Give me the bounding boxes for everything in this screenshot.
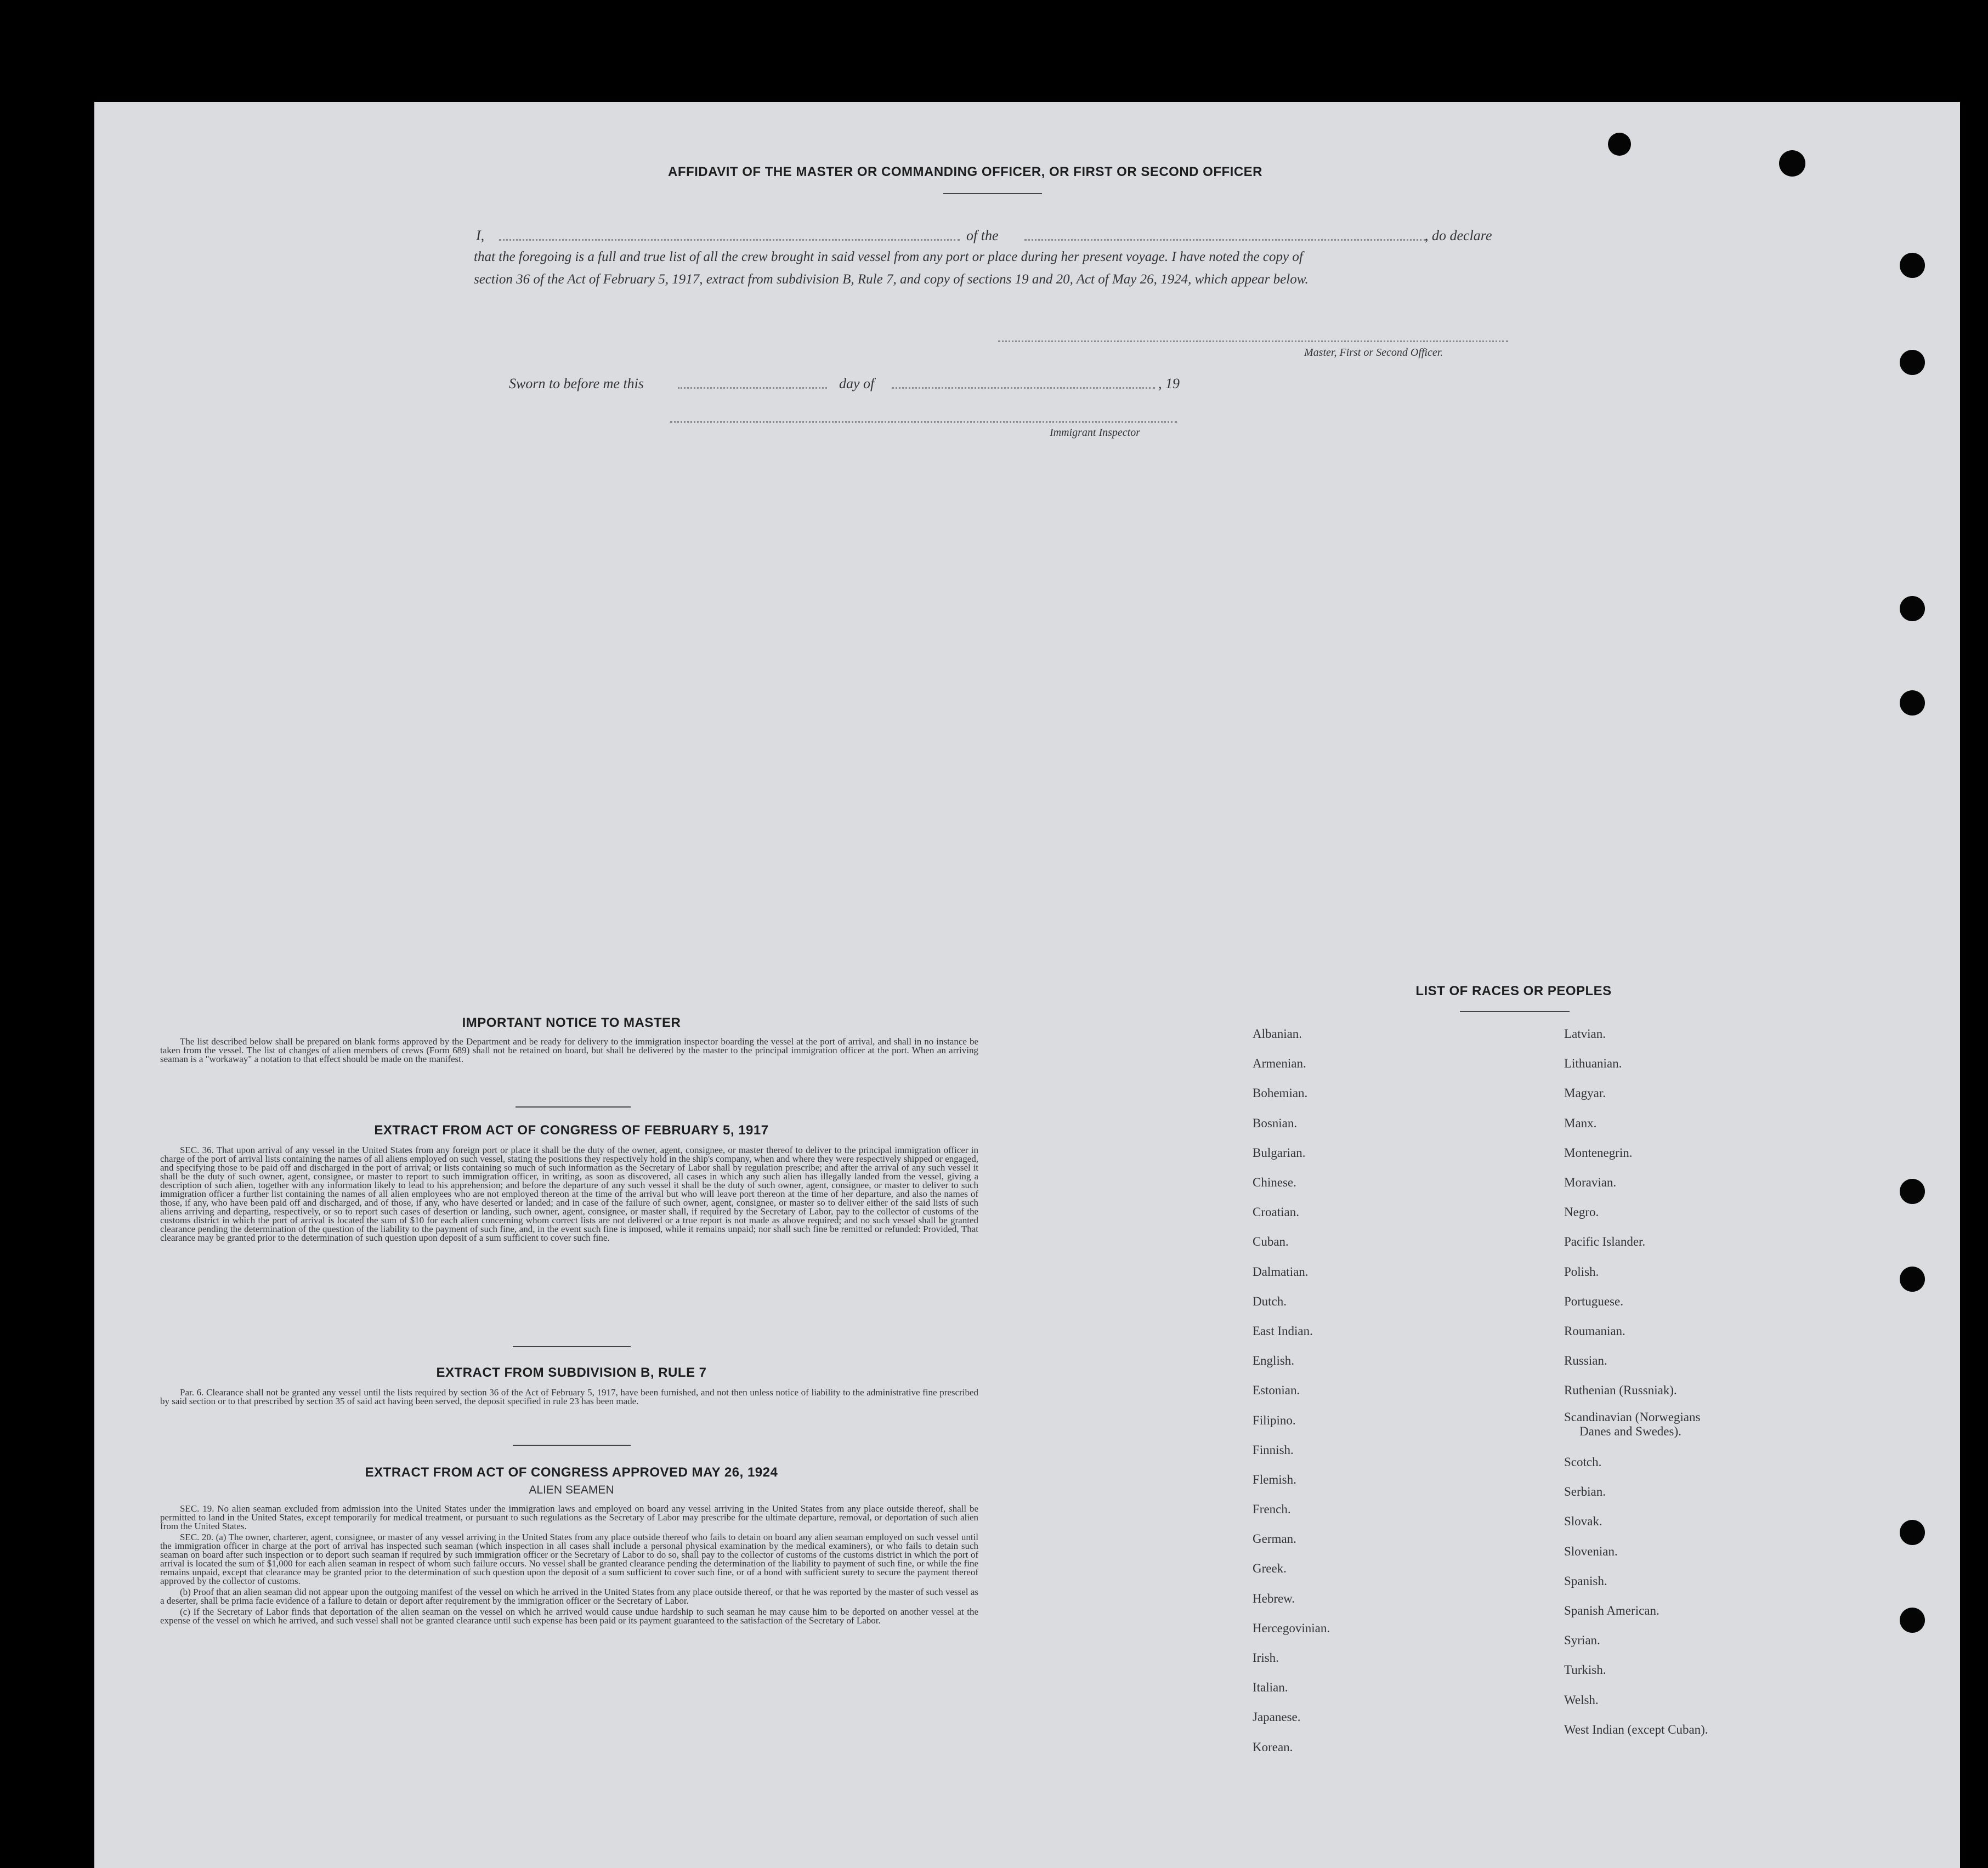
extract-1917-text [160,1146,978,1245]
race-item: Pacific Islander. [1564,1235,1646,1248]
race-item: Bosnian. [1253,1116,1298,1130]
punch-hole [1900,1267,1925,1292]
extract-1924-title: EXTRACT FROM ACT OF CONGRESS APPROVED MAY 26, 1924 [365,1465,778,1480]
race-item: Filipino. [1253,1413,1296,1427]
punch-hole [1900,1520,1925,1545]
extract-1924-text [160,1504,978,1627]
race-item: Hebrew. [1253,1592,1295,1605]
race-item: Armenian. [1253,1057,1306,1070]
race-item: Danes and Swedes). [1579,1424,1681,1438]
punch-hole [1608,133,1631,156]
divider [1460,1011,1570,1012]
day-of-text: day of [839,376,875,391]
race-item: Japanese. [1253,1710,1301,1724]
race-item: Latvian. [1564,1027,1606,1041]
race-item: Lithuanian. [1564,1057,1622,1070]
name-blank [499,239,960,241]
race-item: Welsh. [1564,1693,1599,1707]
par-6-paragraph: Par. 6. Clearance shall not be granted any vessel until the lists required by section 36 of the Act of February 5, 1917, have been furnished, and not then unless notice of liability to the administrative fine prescribed by said section or to that prescribed by section 35 of said act having been served, the deposit specified in rule 23 has been made. [160,1387,978,1406]
notice-text [160,1037,978,1066]
race-item: Albanian. [1253,1027,1302,1041]
race-item: Chinese. [1253,1176,1296,1189]
race-item: Spanish American. [1564,1604,1660,1617]
divider [943,193,1042,194]
sec-20a-paragraph: SEC. 20. (a) The owner, charterer, agent, consignee, or master of any vessel arriving in the United States from any place outside thereof who fails to detain on board any alien seaman employed on such vessel until the immigration officer in charge at the port of arrival has inspected such seaman (which inspection in all cases shall include a personal physical examination by the medical examiners), or who fails to detain such seaman on board after such inspection or to deport such seaman if required by such immigration officer or the Secretary of Labor to do so, shall pay to the collector of customs of the customs district in which the port of arrival is located the sum of $1,000 for each alien seaman in respect of whom such failure occurs. No vessel shall be granted clearance pending the determination of the liability to payment of such fine, or while the fine remains unpaid, except that clearance may be granted prior to the determination of such question upon the deposit of a sum sufficient to cover such fine, or of a bond with sufficient surety to secure the payment thereof approved by the collector of customs. [160,1532,978,1586]
race-item: Irish. [1253,1651,1279,1665]
sworn-text: Sworn to before me this [509,376,644,391]
subdivision-title: EXTRACT FROM SUBDIVISION B, RULE 7 [436,1365,707,1380]
subdivision-text [160,1388,978,1408]
extract-1917-title: EXTRACT FROM ACT OF CONGRESS OF FEBRUARY 5, 1917 [374,1123,769,1138]
affidavit-line-3: section 36 of the Act of February 5, 1917, extract from subdivision B, Rule 7, and copy of sections 19 and 20, Act of May 26, 1924, which appear below. [474,272,1309,287]
day-blank [678,387,827,389]
signature-label: Master, First or Second Officer. [1304,347,1443,359]
race-item: Roumanian. [1564,1324,1625,1338]
race-item: Dalmatian. [1253,1265,1309,1279]
race-item: Magyar. [1564,1086,1606,1100]
race-item: Greek. [1253,1562,1287,1575]
affidavit-i: I, [476,228,485,243]
punch-hole [1900,1179,1925,1204]
sec-20b-paragraph: (b) Proof that an alien seaman did not appear upon the outgoing manifest of the vessel on which he arrived in the United States from any place outside thereof, or that he was reported by the master of such vessel as a deserter, shall be prima facie evidence of a failure to detain or deport after requirement by the immigration officer or the Secretary of Labor. [160,1587,978,1606]
sec-19-paragraph: SEC. 19. No alien seaman excluded from admission into the United States under the immigration laws and employed on board any vessel arriving in the United States from any place outside thereof, shall be permitted to land in the United States, except temporarily for medical treatment, or pursuant to such regulations as the Secretary of Labor may prescribe for the ultimate departure, removal, or deportation of such alien from the United States. [160,1503,978,1531]
divider [516,1106,631,1108]
race-item: Negro. [1564,1205,1599,1219]
race-item: Russian. [1564,1354,1607,1367]
race-item: Ruthenian (Russniak). [1564,1383,1677,1397]
inspector-label: Immigrant Inspector [1050,427,1140,439]
inspector-blank [670,421,1177,423]
race-item: Manx. [1564,1116,1597,1130]
affidavit-title: AFFIDAVIT OF THE MASTER OR COMMANDING OFFICER, OR FIRST OR SECOND OFFICER [667,164,1263,179]
notice-paragraph: The list described below shall be prepared on blank forms approved by the Department and be ready for delivery to the immigration inspector boarding the vessel at the port of arrival, and shall in no instance be taken from the vessel. The list of changes of alien members of crews (Form 689) shall not be retained on board, but shall be delivered by the master to the principal immigration officer at the port. When an arriving seaman is a "workaway" a notation to that effect should be made on the manifest. [160,1036,978,1064]
race-item: Finnish. [1253,1443,1294,1457]
sec-20c-paragraph: (c) If the Secretary of Labor finds that deportation of the alien seaman on the vessel on which he arrived would cause undue hardship to such seaman he may cause him to be deported on another vessel at the expense of the vessel on which he arrived, and such vessel shall not be granted clearance until such expense has been paid or its payment guaranteed to the satisfaction of the Secretary of Labor. [160,1606,978,1626]
race-item: German. [1253,1532,1296,1546]
notice-title: IMPORTANT NOTICE TO MASTER [462,1015,681,1030]
vessel-blank [1024,239,1426,241]
race-item: Flemish. [1253,1473,1296,1486]
punch-hole [1900,596,1925,621]
race-item: Turkish. [1564,1663,1606,1677]
race-item: Spanish. [1564,1574,1607,1588]
race-item: Italian. [1253,1680,1288,1694]
race-item: Croatian. [1253,1205,1299,1219]
race-item: Bulgarian. [1253,1146,1306,1160]
races-title: LIST OF RACES OR PEOPLES [1415,984,1612,998]
race-item: West Indian (except Cuban). [1564,1723,1708,1736]
sec-36-paragraph: SEC. 36. That upon arrival of any vessel in the United States from any foreign port or place it shall be the duty of the owner, agent, consignee, or master thereof to deliver to the principal immigration officer in charge of the port of arrival lists containing the names of all aliens employed on such vessel, stating the positions they respectively hold in the ship's company, when and where they were respectively shipped or engaged, and specifying those to be paid off and discharged in the port of arrival; or lists containing so much of such information as the Secretary of Labor shall by regulation prescribe; and after the arrival of any such vessel it shall be the duty of such owner, agent, consignee, or master to report to such immigration officer, in writing, as soon as discovered, all cases in which any such alien has illegally landed from the vessel, giving a description of such alien, together with any information likely to lead to his apprehension; and before the departure of any such vessel it shall be the duty of such owner, agent, consignee, or master to deliver to such immigration officer a further list containing the names of all alien employees who are not employed thereon at the time of the arrival but who will leave port thereon at the time of her departure, and also the names of those, if any, who have been paid off and discharged, and of those, if any, who have deserted or landed; and in case of the failure of such owner, agent, consignee, or master so to deliver either of the said lists of such aliens arriving and departing, respectively, or so to report such cases of desertion or landing, such owner, agent, consignee, or master shall, if required by the Secretary of Labor, pay to the collector of customs of the customs district in which the port of arrival is located the sum of $10 for each alien concerning whom correct lists are not delivered or a true report is not made as above required; and no such vessel shall be granted clearance pending the determination of the question of the liability to the payment of such fine, and, in the event such fine is imposed, while it remains unpaid; nor shall such fine be remitted or refunded: Provided, That clearance may be granted prior to the determination of such question upon deposit of a sum sufficient to cover such fine. [160,1145,978,1243]
race-item: Scotch. [1564,1455,1602,1469]
affidavit-line-2: that the foregoing is a full and true list of all the crew brought in said vessel from any port or place during her present voyage. I have noted the copy of [474,249,1303,264]
race-item: Bohemian. [1253,1086,1308,1100]
race-item: Slovak. [1564,1514,1602,1528]
race-item: Polish. [1564,1265,1599,1279]
divider [513,1346,631,1347]
punch-hole [1900,1608,1925,1633]
race-item: Cuban. [1253,1235,1289,1248]
alien-seamen-subtitle: ALIEN SEAMEN [529,1484,614,1496]
punch-hole [1900,690,1925,716]
race-item: Dutch. [1253,1294,1287,1308]
signature-blank [998,340,1508,342]
race-item: English. [1253,1354,1295,1367]
punch-hole [1900,350,1925,375]
year-text: , 19 [1158,376,1180,391]
punch-hole [1779,150,1805,177]
race-item: Serbian. [1564,1485,1606,1498]
race-item: Korean. [1253,1740,1293,1754]
race-item: Hercegovinian. [1253,1621,1330,1635]
race-item: Moravian. [1564,1176,1617,1189]
race-item: Syrian. [1564,1633,1600,1647]
race-item: East Indian. [1253,1324,1313,1338]
race-item: Estonian. [1253,1383,1300,1397]
affidavit-of-the: of the [966,228,999,243]
punch-hole [1900,253,1925,278]
divider [513,1445,631,1446]
race-item: Portuguese. [1564,1294,1623,1308]
affidavit-declare: , do declare [1425,228,1492,243]
race-item: Montenegrin. [1564,1146,1633,1160]
race-item: French. [1253,1502,1291,1516]
race-item: Slovenian. [1564,1545,1618,1558]
race-item: Scandinavian (Norwegians [1564,1410,1701,1424]
month-blank [892,387,1155,389]
